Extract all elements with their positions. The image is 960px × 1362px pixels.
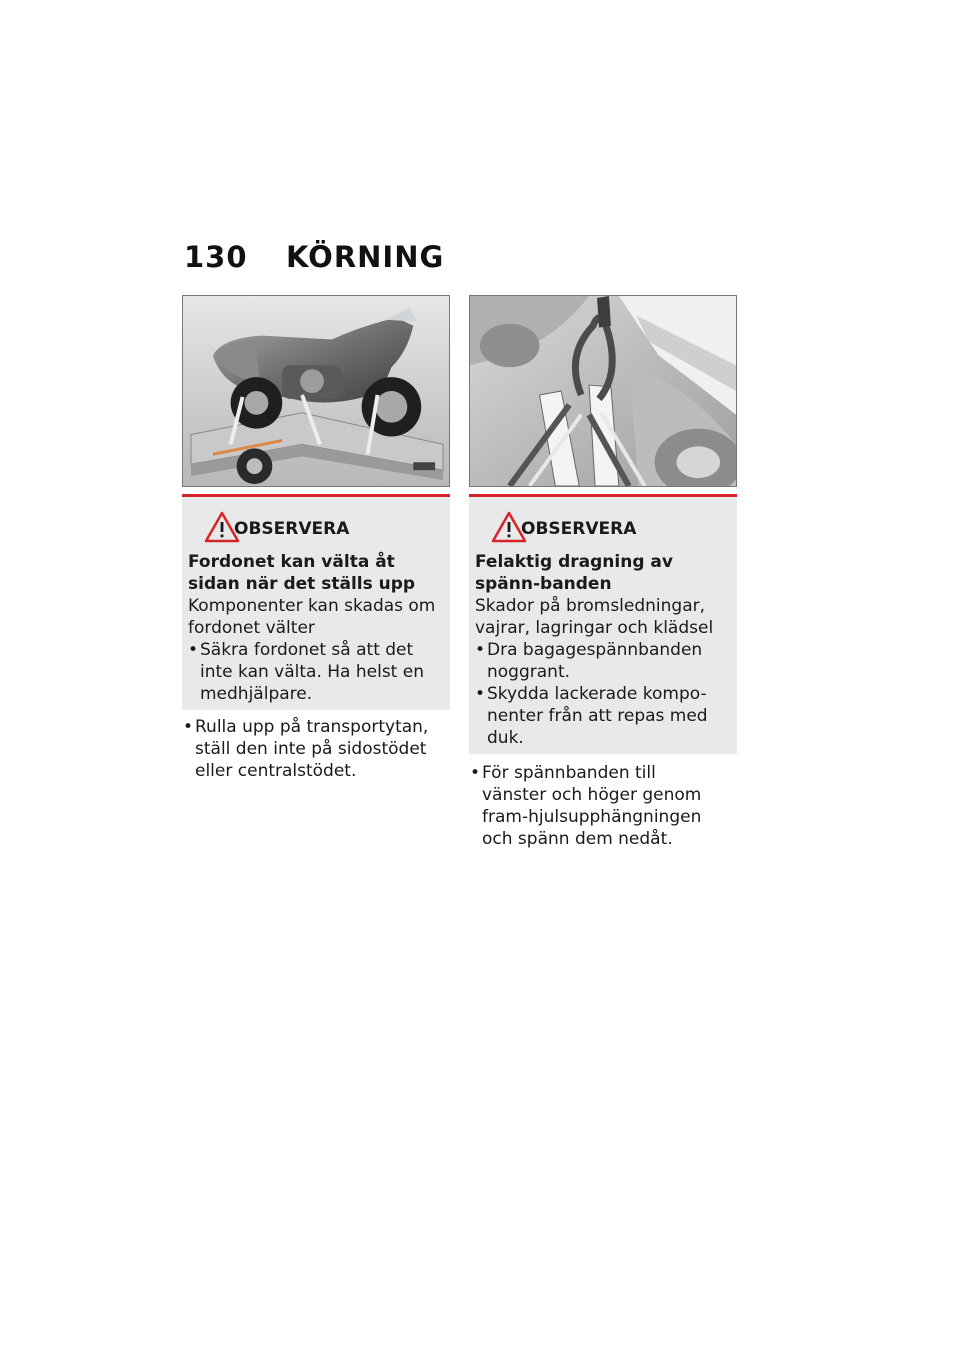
instruction-list-right: [470, 762, 730, 850]
instruction-list-left: [183, 716, 443, 782]
warning-title: Fordonet kan välta åt sidan när det ställs upp: [188, 552, 416, 594]
chapter-title: KÖRNING: [286, 240, 445, 274]
instruction-step: • Rulla upp på transportytan, ställ den inte på sidostödet eller centralstödet.: [183, 717, 429, 781]
motorcycle-on-trailer-image: [182, 295, 450, 487]
warning-box-straps: [469, 494, 737, 754]
page-header: [184, 240, 584, 280]
page-number: 130: [184, 240, 248, 274]
warning-text: Komponenter kan skadas om fordonet välter: [188, 596, 436, 638]
warning-label: OBSERVERA: [234, 519, 350, 539]
warning-bullet: • Säkra fordonet så att det inte kan välta. Ha helst en medhjälpare.: [188, 640, 424, 704]
warning-bullet: • Skydda lackerade kompo-nenter från att repas med duk.: [475, 684, 708, 748]
warning-text: Skador på bromsledningar, vajrar, lagringar och klädsel: [475, 596, 714, 638]
warning-bullet: • Dra bagagespännbanden noggrant.: [475, 640, 703, 682]
warning-label: OBSERVERA: [521, 519, 637, 539]
front-suspension-strap-image: [469, 295, 737, 487]
instruction-step: • För spännbanden till vänster och höger genom fram-hjulsupphängningen och spänn dem nedåt.: [470, 763, 702, 849]
warning-title: Felaktig dragning av spänn-banden: [475, 552, 673, 594]
warning-box-tipping: [182, 494, 450, 710]
